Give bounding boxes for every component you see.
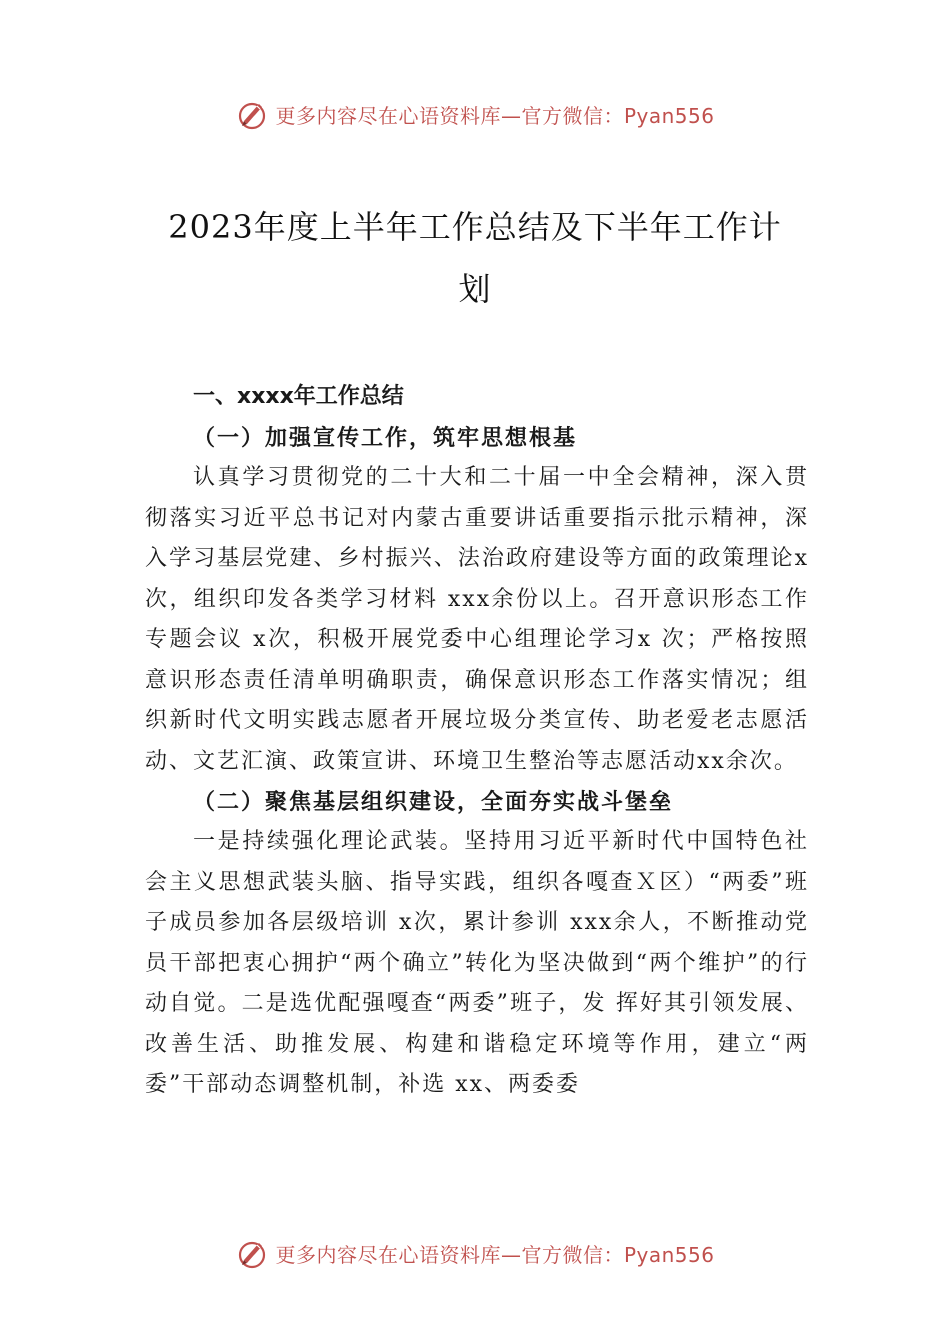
watermark-footer (0, 1233, 950, 1273)
document-body (145, 376, 809, 1106)
subsection-heading-2: （二）聚焦基层组织建设，全面夯实战斗堡垒 (193, 789, 674, 815)
pen-logo-icon (235, 97, 269, 131)
section-heading-1: 一、xxxx年工作总结 (193, 384, 404, 409)
watermark-text: 更多内容尽在心语资料库—官方微信：Pyan556 (275, 1242, 715, 1267)
paragraph-1: 认真学习贯彻党的二十大和二十届一中全会精神，深入贯彻落实习近平总书记对内蒙古重要讲话重要指示批示精神，深入学习基层党建、乡村振兴、法治政府建设等方面的政策理论x次，组织印发各类学习材料 xxx余份以上。召开意识形态工作专题会议 x次，积极开展党委中心组理论学习x 次；严格按照意识形态责任清单明确职责，确保意识形态工作落实情况；组织新时代文明实践志愿者开展垃圾分类宣传、助老爱老志愿活动、文艺汇演、政策宣讲、环境卫生整治等志愿活动xx余次。 (145, 465, 809, 774)
paragraph-2: 一是持续强化理论武装。坚持用习近平新时代中国特色社会主义思想武装头脑、指导实践，组织各嘎查Ｘ区）“两委”班子成员参加各层级培训 x次，累计参训 xxx余人，不断推动党员干部把衷心拥护“两个确立”转化为坚决做到“两个维护”的行动自觉。二是选优配强嘎查“两委”班子，发 挥好其引领发展、改善生活、助推发展、构建和谐稳定环境等作用，建立“两委”干部动态调整机制，补选 xx、两委委 (145, 829, 809, 1097)
subsection-heading-1: （一）加强宣传工作，筑牢思想根基 (193, 425, 578, 451)
document-title-line-1: 2023年度上半年工作总结及下半年工作计 (168, 208, 782, 246)
document-title (145, 196, 805, 320)
pen-logo-icon (235, 1236, 269, 1270)
watermark-text: 更多内容尽在心语资料库—官方微信：Pyan556 (275, 103, 715, 128)
document-title-line-2: 划 (458, 270, 492, 308)
watermark-header (0, 94, 950, 134)
